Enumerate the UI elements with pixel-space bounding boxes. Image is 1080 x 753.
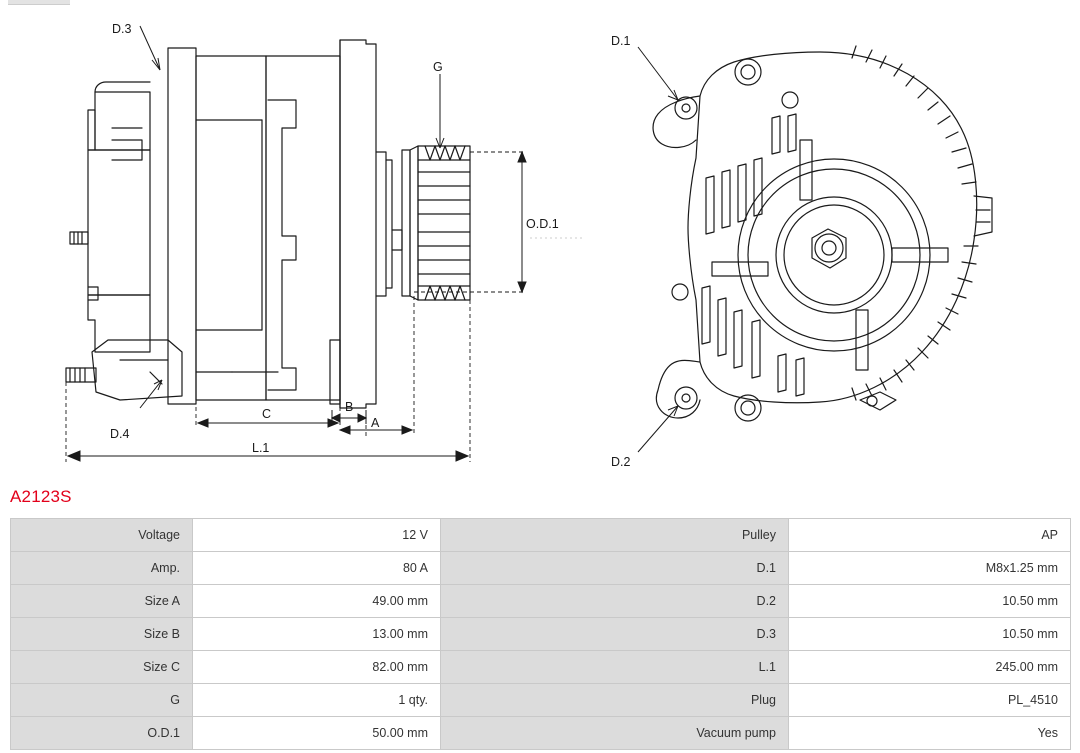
spec-label-right: Plug — [441, 684, 789, 717]
callout-d4-label: D.4 — [110, 427, 130, 441]
callout-b-label: B — [345, 400, 354, 414]
table-row — [11, 684, 1071, 717]
spec-value-left: 82.00 mm — [193, 651, 441, 684]
spec-value-right: 245.00 mm — [789, 651, 1071, 684]
part-number: A2123S — [10, 487, 72, 506]
callout-a-label: A — [371, 416, 380, 430]
table-row — [11, 585, 1071, 618]
callout-d2-label: D.2 — [611, 455, 631, 469]
callout-l1-label: L.1 — [252, 441, 270, 455]
spec-label-left: G — [11, 684, 193, 717]
spec-label-left: Voltage — [11, 519, 193, 552]
spec-label-right: D.1 — [441, 552, 789, 585]
spec-label-right: D.2 — [441, 585, 789, 618]
specifications-table — [10, 518, 1070, 750]
spec-label-right: D.3 — [441, 618, 789, 651]
spec-value-right: Yes — [789, 717, 1071, 750]
spec-value-left: 49.00 mm — [193, 585, 441, 618]
spec-label-right: L.1 — [441, 651, 789, 684]
callout-d1-label: D.1 — [611, 34, 631, 48]
spec-value-right: M8x1.25 mm — [789, 552, 1071, 585]
spec-value-left: 1 qty. — [193, 684, 441, 717]
callout-g-label: G — [433, 60, 443, 74]
spec-label-right: Pulley — [441, 519, 789, 552]
spec-label-left: O.D.1 — [11, 717, 193, 750]
spec-value-left: 13.00 mm — [193, 618, 441, 651]
callout-c-label: C — [262, 407, 272, 421]
spec-value-left: 12 V — [193, 519, 441, 552]
spec-value-left: 80 A — [193, 552, 441, 585]
spec-label-left: Amp. — [11, 552, 193, 585]
spec-value-right: AP — [789, 519, 1071, 552]
table-row — [11, 651, 1071, 684]
spec-label-left: Size C — [11, 651, 193, 684]
table-row — [11, 618, 1071, 651]
spec-value-right: PL_4510 — [789, 684, 1071, 717]
spec-value-left: 50.00 mm — [193, 717, 441, 750]
callout-d3-label: D.3 — [112, 22, 132, 36]
callout-od1-label: O.D.1 — [526, 217, 559, 231]
table-row — [11, 519, 1071, 552]
spec-value-right: 10.50 mm — [789, 585, 1071, 618]
spec-value-right: 10.50 mm — [789, 618, 1071, 651]
spec-label-right: Vacuum pump — [441, 717, 789, 750]
table-row — [11, 552, 1071, 585]
spec-label-left: Size A — [11, 585, 193, 618]
table-row — [11, 717, 1071, 750]
spec-label-left: Size B — [11, 618, 193, 651]
